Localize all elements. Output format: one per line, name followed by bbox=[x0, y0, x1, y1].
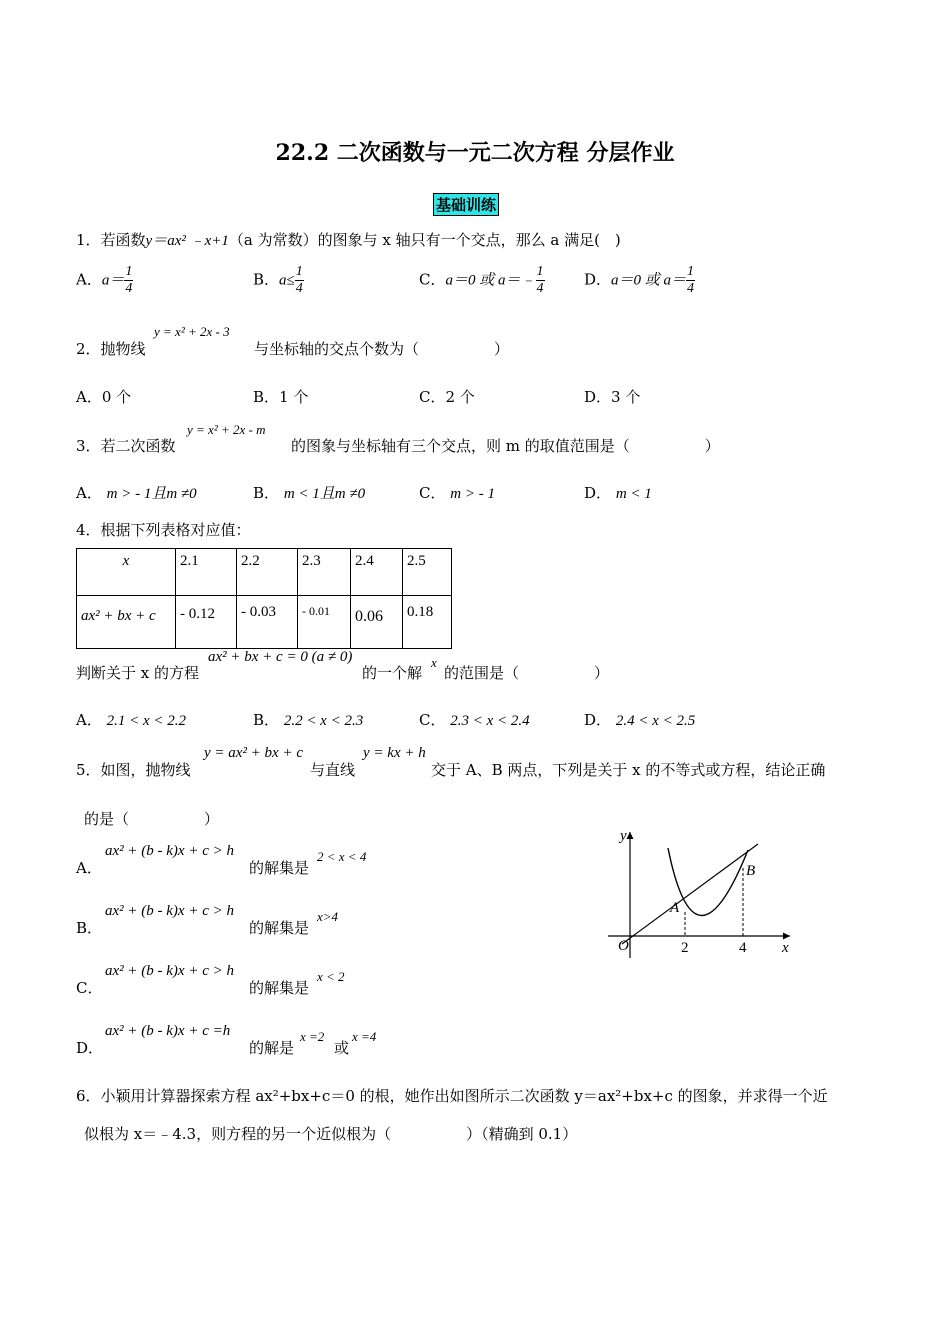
q1-stem: 1．若函数y＝ax² ﹣x+1（a 为常数）的图象与 x 轴只有一个交点，那么 a 满足( ) bbox=[76, 231, 621, 249]
table-cell: - 0.03 bbox=[237, 596, 298, 649]
table-cell: 0.18 bbox=[403, 596, 452, 649]
point-a-label: A bbox=[670, 900, 680, 916]
q5-option-a-ans: 2 < x < 4 bbox=[317, 849, 367, 864]
q5-option-c-eq: ax² + (b - k)x + c > h bbox=[105, 963, 234, 979]
q2-stem-b: 与坐标轴的交点个数为（ ） bbox=[254, 340, 510, 358]
q4-stem: 4．根据下列表格对应值： bbox=[76, 521, 251, 539]
x-label: x bbox=[782, 940, 789, 956]
parabola-curve bbox=[668, 848, 748, 916]
q2-option-b[interactable]: B．1 个 bbox=[253, 388, 309, 406]
q5-stem-c: 交于 A、B 两点，下列是关于 x 的不等式或方程，结论正确 bbox=[431, 761, 826, 779]
q5-option-d-or: 或 bbox=[334, 1039, 350, 1057]
table-cell: - 0.12 bbox=[176, 596, 237, 649]
q5-option-b-ans: x>4 bbox=[317, 909, 339, 924]
q2-option-c[interactable]: C．2 个 bbox=[419, 388, 475, 406]
q5-option-a-label[interactable]: A． bbox=[76, 859, 102, 877]
q4-option-a[interactable]: A． 2.1 < x < 2.2 bbox=[76, 711, 187, 729]
table-cell: - 0.01 bbox=[298, 596, 351, 649]
q6-line1: 6．小颖用计算器探索方程 ax²+bx+c＝0 的根，她作出如图所示二次函数 y＝ax²+bx+c 的图象，并求得一个近 bbox=[76, 1087, 828, 1105]
table-row bbox=[77, 549, 452, 596]
q3-stem-b: 的图象与坐标轴有三个交点，则 m 的取值范围是（ ） bbox=[291, 437, 720, 455]
tick-4: 4 bbox=[739, 940, 747, 956]
q4-equation: ax² + bx + c = 0 (a ≠ 0) bbox=[208, 649, 353, 665]
q5-option-c-label[interactable]: C． bbox=[76, 979, 103, 997]
q6-line2: 似根为 x＝﹣4.3，则方程的另一个近似根为（ ）（精确到 0.1） bbox=[84, 1125, 578, 1143]
q2-equation: y = x² + 2x - 3 bbox=[154, 324, 230, 339]
q5-stem-b: 与直线 bbox=[310, 761, 356, 779]
q5-stem-a: 5．如图，抛物线 bbox=[76, 761, 191, 779]
point-b-label: B bbox=[746, 863, 756, 879]
q3-option-c[interactable]: C． m > - 1 bbox=[419, 484, 495, 502]
q4-stem2-a: 判断关于 x 的方程 bbox=[76, 664, 199, 682]
q5-option-d-label[interactable]: D． bbox=[76, 1039, 104, 1057]
q5-option-b-label[interactable]: B． bbox=[76, 919, 103, 937]
table-cell: x bbox=[77, 549, 176, 596]
q5-option-c-ans: x < 2 bbox=[317, 969, 345, 984]
table-cell: 2.1 bbox=[176, 549, 237, 596]
q1-option-c[interactable]: C．a＝0 或 a＝﹣ $\frac{1}{4}$ bbox=[419, 264, 544, 296]
q5-option-b-eq: ax² + (b - k)x + c > h bbox=[105, 903, 234, 919]
q5-option-d-ans2: x =4 bbox=[352, 1029, 377, 1044]
q1-option-b[interactable]: B．a≤ $\frac{1}{4}$ bbox=[253, 264, 303, 296]
q3-option-a[interactable]: A． m > - 1且m ≠0 bbox=[76, 484, 197, 502]
q4-stem2-c: 的范围是（ ） bbox=[444, 664, 610, 682]
q5-option-d-eq: ax² + (b - k)x + c =h bbox=[105, 1023, 231, 1039]
q1-equation: y＝ax² ﹣x+1 bbox=[145, 233, 229, 249]
q5-option-c-mid: 的解集是 bbox=[249, 979, 310, 997]
table-cell: ax² + bx + c bbox=[77, 596, 176, 649]
q1-option-a[interactable]: A．a＝ $\frac{1}{4}$ bbox=[76, 264, 133, 296]
q3-option-d[interactable]: D． m < 1 bbox=[584, 484, 652, 502]
q4-option-c[interactable]: C． 2.3 < x < 2.4 bbox=[419, 711, 530, 729]
q2-stem-a: 2．抛物线 bbox=[76, 340, 146, 358]
tick-2: 2 bbox=[681, 940, 689, 956]
section-badge: 基础训练 bbox=[433, 193, 499, 216]
q5-stem-d: 的是（ ） bbox=[84, 810, 220, 828]
q1-option-d[interactable]: D．a＝0 或 a＝ $\frac{1}{4}$ bbox=[584, 264, 695, 296]
q3-equation: y = x² + 2x - m bbox=[187, 422, 266, 437]
q4-option-d[interactable]: D． 2.4 < x < 2.5 bbox=[584, 711, 696, 729]
q2-option-d[interactable]: D．3 个 bbox=[584, 388, 641, 406]
q5-graph-figure bbox=[600, 822, 800, 962]
y-label: y bbox=[620, 828, 627, 844]
q2-option-a[interactable]: A．0 个 bbox=[76, 388, 132, 406]
q5-parabola-equation: y = ax² + bx + c bbox=[204, 745, 303, 761]
table-cell: 2.3 bbox=[298, 549, 351, 596]
table-cell: 2.4 bbox=[351, 549, 403, 596]
q4-value-table bbox=[76, 548, 452, 649]
q3-option-b[interactable]: B． m < 1且m ≠0 bbox=[253, 484, 366, 502]
table-row bbox=[77, 596, 452, 649]
q5-option-a-eq: ax² + (b - k)x + c > h bbox=[105, 843, 234, 859]
q4-stem2-b: 的一个解 bbox=[362, 664, 423, 682]
table-cell: 2.5 bbox=[403, 549, 452, 596]
q5-option-b-mid: 的解集是 bbox=[249, 919, 310, 937]
q5-option-d-mid: 的解是 bbox=[249, 1039, 295, 1057]
line-kx-h bbox=[622, 844, 758, 944]
table-cell: 2.2 bbox=[237, 549, 298, 596]
q5-option-d-ans: x =2 bbox=[300, 1029, 325, 1044]
page-title: 22.2 二次函数与一元二次方程 分层作业 bbox=[275, 140, 675, 166]
origin-label: O bbox=[618, 938, 629, 954]
q4-variable: x bbox=[431, 655, 437, 670]
q5-option-a-mid: 的解集是 bbox=[249, 859, 310, 877]
q3-stem-a: 3．若二次函数 bbox=[76, 437, 176, 455]
table-cell: 0.06 bbox=[351, 596, 403, 649]
q5-line-equation: y = kx + h bbox=[363, 745, 426, 761]
q4-option-b[interactable]: B． 2.2 < x < 2.3 bbox=[253, 711, 364, 729]
